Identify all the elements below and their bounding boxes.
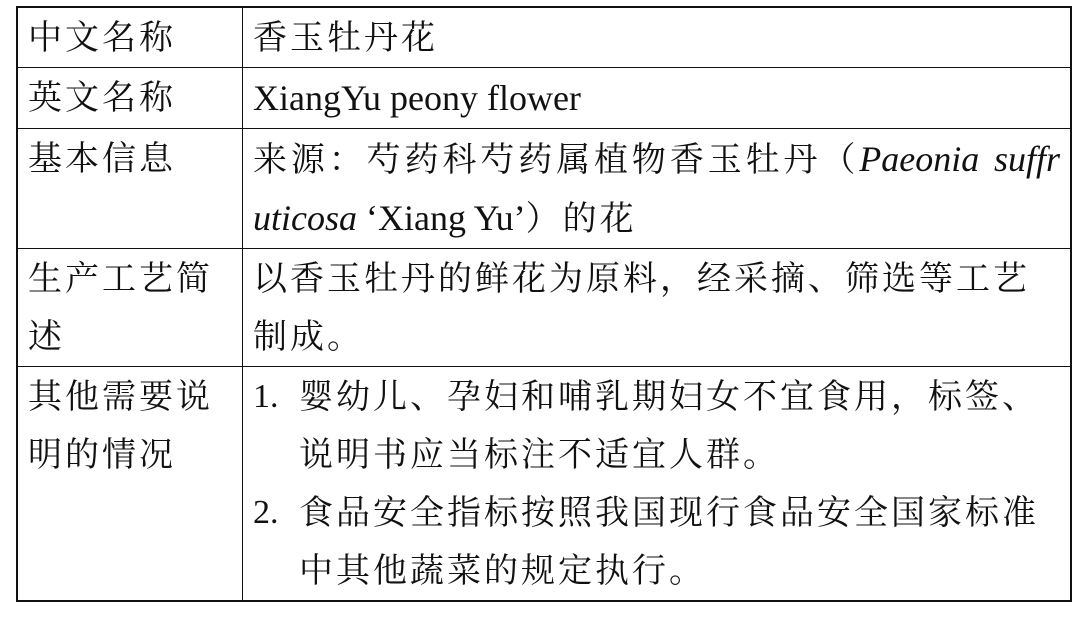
latin-genus: Paeonia (859, 139, 980, 179)
row-label-basic-info: 基本信息 (18, 129, 243, 249)
list-item (253, 484, 1060, 600)
list-item (253, 368, 1060, 484)
row-value-chinese-name: 香玉牡丹花 (243, 8, 1071, 68)
table-row (18, 8, 1070, 68)
row-value-basic-info (243, 129, 1071, 249)
row-value-english-name (243, 68, 1071, 129)
table-row (18, 367, 1070, 601)
table-row (18, 129, 1070, 249)
english-name-text: XiangYu peony flower (253, 78, 581, 118)
basic-info-prefix: 来源：芍药科芍药属植物香玉牡丹（ (253, 140, 860, 180)
latin-species: suffruticosa (253, 139, 1060, 238)
basic-info-suffix: ）的花 (525, 199, 637, 239)
row-value-other-notes (243, 367, 1071, 601)
list-item-number: 1. (253, 378, 279, 415)
row-label-other-notes: 其他需要说明的情况 (18, 367, 243, 601)
row-label-chinese-name: 中文名称 (18, 8, 243, 68)
list-item-number: 2. (253, 494, 279, 531)
table-row (18, 249, 1070, 367)
table-row (18, 68, 1070, 129)
info-table (18, 8, 1070, 600)
row-label-process: 生产工艺简述 (18, 249, 243, 367)
info-table-frame (16, 6, 1072, 602)
list-item-text: 婴幼儿、孕妇和哺乳期妇女不宜食用，标签、说明书应当标注不适宜人群。 (299, 377, 1039, 475)
cultivar-name: ‘Xiang Yu’ (357, 198, 526, 238)
row-value-process: 以香玉牡丹的鲜花为原料，经采摘、筛选等工艺制成。 (243, 249, 1071, 367)
list-item-text: 食品安全指标按照我国现行食品安全国家标准中其他蔬菜的规定执行。 (299, 493, 1039, 591)
row-label-english-name: 英文名称 (18, 68, 243, 129)
